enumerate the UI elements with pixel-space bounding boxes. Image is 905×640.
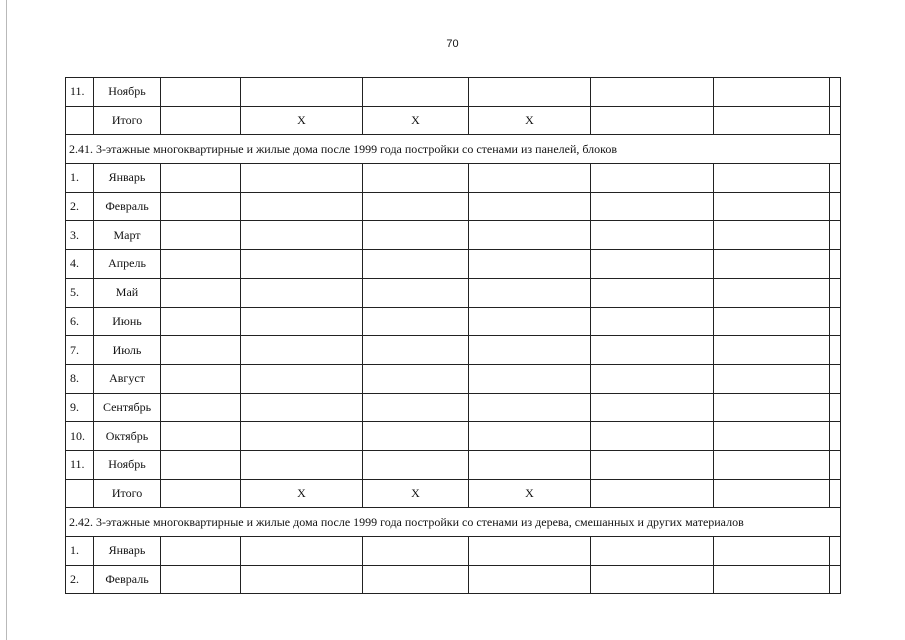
section-title: 2.41. 3-этажные многоквартирные и жилые дома после 1999 года постройки со стенами из панелей, блоков: [66, 135, 841, 164]
value-cell: [241, 250, 363, 279]
month-cell: Март: [94, 221, 161, 250]
value-cell: [714, 278, 830, 307]
value-cell: [469, 250, 591, 279]
value-cell: [241, 336, 363, 365]
value-cell: [591, 422, 714, 451]
value-cell: [241, 221, 363, 250]
month-cell: Январь: [94, 164, 161, 193]
value-cell: [161, 307, 241, 336]
value-cell: [363, 393, 469, 422]
value-cell: [363, 78, 469, 107]
value-cell: [830, 250, 841, 279]
data-table: [65, 77, 841, 594]
section-header-row: [66, 135, 841, 164]
value-cell: [161, 364, 241, 393]
value-cell: [469, 192, 591, 221]
value-cell: [591, 250, 714, 279]
value-cell: [714, 364, 830, 393]
value-cell: [591, 106, 714, 135]
table-row: [66, 164, 841, 193]
value-cell: [830, 106, 841, 135]
value-cell: [469, 221, 591, 250]
value-cell: [161, 393, 241, 422]
month-cell: Февраль: [94, 192, 161, 221]
value-cell: [363, 164, 469, 193]
page-number: 70: [446, 38, 459, 50]
value-cell: [469, 164, 591, 193]
value-cell: [830, 364, 841, 393]
value-cell: X: [241, 479, 363, 508]
value-cell: [714, 393, 830, 422]
value-cell: [363, 537, 469, 566]
value-cell: [241, 565, 363, 594]
value-cell: [161, 78, 241, 107]
row-number: 2.: [66, 192, 94, 221]
value-cell: [830, 221, 841, 250]
value-cell: [714, 250, 830, 279]
row-number: 2.: [66, 565, 94, 594]
value-cell: [469, 537, 591, 566]
value-cell: [469, 278, 591, 307]
value-cell: [363, 250, 469, 279]
value-cell: [241, 192, 363, 221]
value-cell: X: [363, 106, 469, 135]
row-number: 3.: [66, 221, 94, 250]
value-cell: [241, 78, 363, 107]
value-cell: [363, 307, 469, 336]
table-row: [66, 336, 841, 365]
value-cell: [714, 307, 830, 336]
table-row: [66, 479, 841, 508]
month-cell: Июнь: [94, 307, 161, 336]
row-number: 7.: [66, 336, 94, 365]
value-cell: [241, 164, 363, 193]
value-cell: [469, 393, 591, 422]
value-cell: [591, 192, 714, 221]
value-cell: X: [469, 479, 591, 508]
value-cell: X: [363, 479, 469, 508]
value-cell: [161, 221, 241, 250]
table-row: [66, 250, 841, 279]
value-cell: [161, 450, 241, 479]
value-cell: [591, 450, 714, 479]
row-number: 5.: [66, 278, 94, 307]
month-cell: Февраль: [94, 565, 161, 594]
value-cell: [714, 537, 830, 566]
value-cell: [161, 537, 241, 566]
page-edge-line: [6, 0, 7, 640]
value-cell: [714, 78, 830, 107]
row-number: [66, 479, 94, 508]
month-cell: Апрель: [94, 250, 161, 279]
month-cell: Октябрь: [94, 422, 161, 451]
table-row: [66, 192, 841, 221]
table-row: [66, 537, 841, 566]
value-cell: [469, 336, 591, 365]
value-cell: [161, 278, 241, 307]
table-row: [66, 364, 841, 393]
value-cell: [363, 450, 469, 479]
value-cell: [591, 336, 714, 365]
value-cell: [363, 192, 469, 221]
month-cell: Май: [94, 278, 161, 307]
value-cell: [591, 565, 714, 594]
value-cell: [714, 221, 830, 250]
value-cell: [161, 164, 241, 193]
value-cell: [363, 565, 469, 594]
value-cell: [161, 565, 241, 594]
value-cell: [161, 422, 241, 451]
value-cell: [830, 479, 841, 508]
month-cell: Итого: [94, 106, 161, 135]
value-cell: [591, 537, 714, 566]
row-number: [66, 106, 94, 135]
section-title: 2.42. 3-этажные многоквартирные и жилые дома после 1999 года постройки со стенами из дерева, смешанных и других материалов: [66, 508, 841, 537]
value-cell: [469, 565, 591, 594]
value-cell: [830, 450, 841, 479]
month-cell: Ноябрь: [94, 450, 161, 479]
value-cell: [830, 336, 841, 365]
value-cell: [241, 422, 363, 451]
row-number: 1.: [66, 164, 94, 193]
value-cell: X: [469, 106, 591, 135]
value-cell: [830, 164, 841, 193]
value-cell: [363, 422, 469, 451]
table-row: [66, 565, 841, 594]
value-cell: [363, 221, 469, 250]
value-cell: [469, 307, 591, 336]
value-cell: [591, 479, 714, 508]
value-cell: [161, 106, 241, 135]
month-cell: Январь: [94, 537, 161, 566]
value-cell: [469, 364, 591, 393]
value-cell: [830, 192, 841, 221]
value-cell: [830, 393, 841, 422]
value-cell: [469, 422, 591, 451]
value-cell: [161, 192, 241, 221]
value-cell: [241, 278, 363, 307]
value-cell: [161, 250, 241, 279]
row-number: 4.: [66, 250, 94, 279]
value-cell: [830, 307, 841, 336]
section-header-row: [66, 508, 841, 537]
row-number: 8.: [66, 364, 94, 393]
value-cell: [591, 307, 714, 336]
value-cell: [714, 192, 830, 221]
value-cell: [241, 537, 363, 566]
value-cell: [591, 164, 714, 193]
table-row: [66, 106, 841, 135]
row-number: 10.: [66, 422, 94, 451]
value-cell: [363, 336, 469, 365]
value-cell: [161, 336, 241, 365]
value-cell: [241, 364, 363, 393]
table-row: [66, 307, 841, 336]
value-cell: [591, 364, 714, 393]
value-cell: X: [241, 106, 363, 135]
row-number: 11.: [66, 450, 94, 479]
value-cell: [830, 422, 841, 451]
value-cell: [591, 221, 714, 250]
table-row: [66, 422, 841, 451]
month-cell: Июль: [94, 336, 161, 365]
table-row: [66, 78, 841, 107]
row-number: 1.: [66, 537, 94, 566]
value-cell: [241, 307, 363, 336]
value-cell: [714, 422, 830, 451]
value-cell: [363, 364, 469, 393]
value-cell: [714, 479, 830, 508]
value-cell: [161, 479, 241, 508]
value-cell: [469, 78, 591, 107]
value-cell: [363, 278, 469, 307]
value-cell: [830, 537, 841, 566]
table-row: [66, 393, 841, 422]
value-cell: [241, 450, 363, 479]
value-cell: [714, 336, 830, 365]
value-cell: [591, 393, 714, 422]
month-cell: Сентябрь: [94, 393, 161, 422]
value-cell: [714, 565, 830, 594]
value-cell: [714, 450, 830, 479]
month-cell: Август: [94, 364, 161, 393]
value-cell: [830, 278, 841, 307]
value-cell: [241, 393, 363, 422]
row-number: 9.: [66, 393, 94, 422]
month-cell: Ноябрь: [94, 78, 161, 107]
table-row: [66, 278, 841, 307]
value-cell: [830, 565, 841, 594]
table-row: [66, 221, 841, 250]
value-cell: [714, 164, 830, 193]
value-cell: [591, 278, 714, 307]
value-cell: [830, 78, 841, 107]
value-cell: [469, 450, 591, 479]
value-cell: [591, 78, 714, 107]
table-row: [66, 450, 841, 479]
month-cell: Итого: [94, 479, 161, 508]
value-cell: [714, 106, 830, 135]
row-number: 6.: [66, 307, 94, 336]
row-number: 11.: [66, 78, 94, 107]
